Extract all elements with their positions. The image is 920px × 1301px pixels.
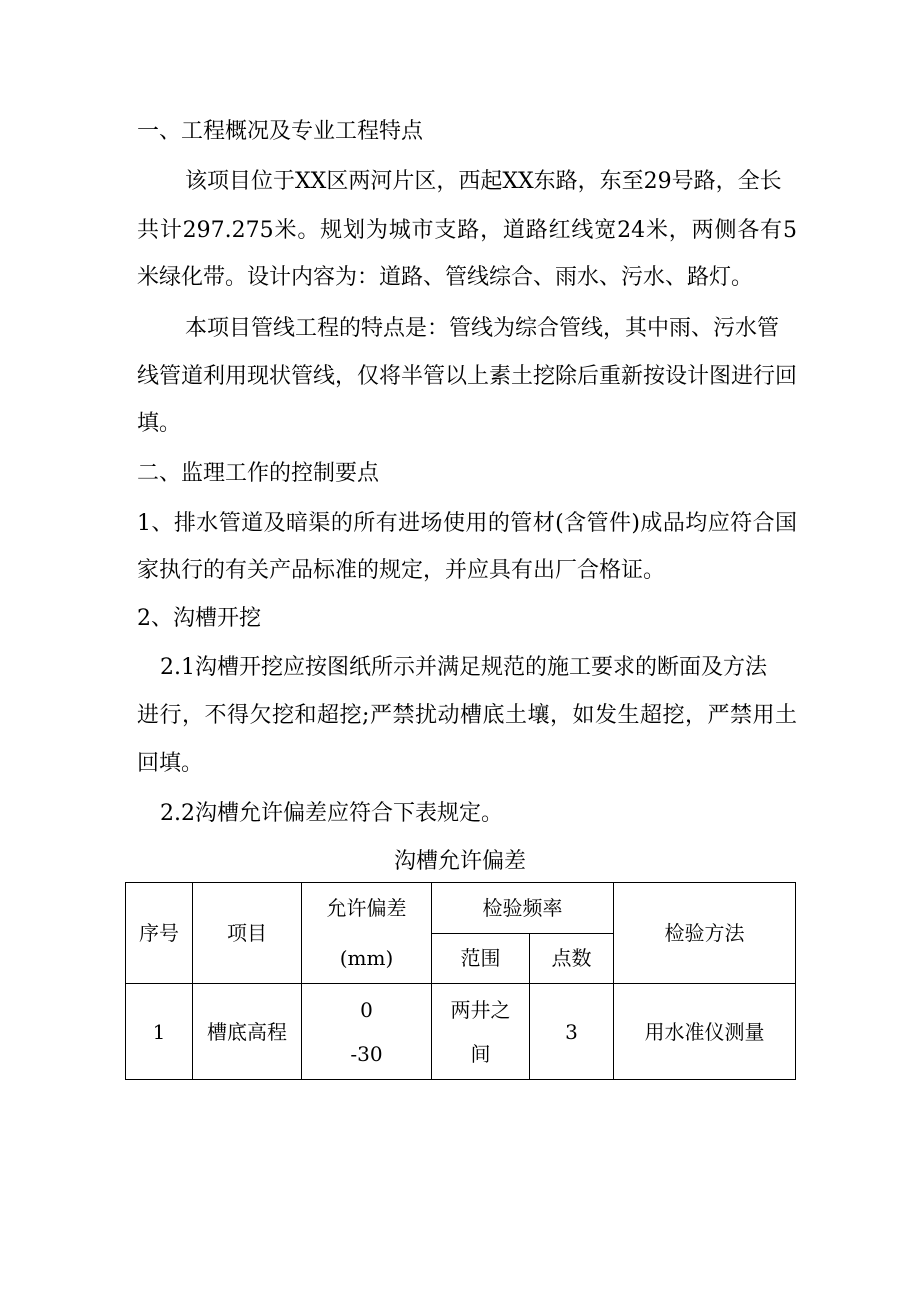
table-row [126, 984, 796, 1080]
overview-para1-line1: 该项目位于XX区两河片区，西起XX东路，东至29号路，全长 [185, 169, 782, 194]
header-tolerance-unit: (mm) [339, 946, 394, 970]
header-no: 序号 [126, 883, 193, 984]
header-item: 项目 [193, 883, 302, 984]
table-title: 沟槽允许偏差 [393, 849, 526, 874]
control-item2-2: 2.2沟槽允许偏差应符合下表规定。 [160, 801, 503, 826]
row-range [432, 984, 530, 1080]
control-item2-1-line3: 回填。 [137, 751, 204, 776]
row-range-line1: 两井之 [450, 997, 511, 1022]
row-points: 3 [530, 984, 614, 1080]
header-method: 检验方法 [614, 883, 796, 984]
overview-para1-line2: 共计297.275米。规划为城市支路，道路红线宽24米，两侧各有5 [137, 218, 797, 243]
header-points: 点数 [530, 933, 614, 984]
row-range-line2: 间 [470, 1041, 491, 1066]
header-frequency: 检验频率 [432, 883, 614, 934]
row-method: 用水准仪测量 [614, 984, 796, 1080]
table-header-row-1 [126, 883, 796, 934]
row-item: 槽底高程 [193, 984, 302, 1080]
header-tolerance [302, 883, 432, 984]
control-item2-1-line1: 2.1沟槽开挖应按图纸所示并满足规范的施工要求的断面及方法 [160, 655, 767, 680]
overview-para2-line3: 填。 [137, 411, 182, 436]
control-item1-line2: 家执行的有关产品标准的规定，并应具有出厂合格证。 [137, 558, 666, 583]
overview-para2-line2: 线管道利用现状管线，仅将半管以上素土挖除后重新按设计图进行回 [137, 364, 798, 389]
tolerance-table [125, 882, 796, 1080]
header-range: 范围 [432, 933, 530, 984]
control-item1-line1: 1、排水管道及暗渠的所有进场使用的管材(含管件)成品均应符合国 [137, 511, 797, 536]
control-item2-heading: 2、沟槽开挖 [137, 606, 261, 631]
row-tolerance-lower: -30 [350, 1041, 383, 1066]
overview-para2-line1: 本项目管线工程的特点是：管线为综合管线，其中雨、污水管 [185, 316, 780, 341]
row-tolerance-upper: 0 [360, 997, 373, 1022]
control-item2-1-line2: 进行，不得欠挖和超挖;严禁扰动槽底土壤，如发生超挖，严禁用土 [137, 703, 797, 728]
overview-para1-line3: 米绿化带。设计内容为：道路、管线综合、雨水、污水、路灯。 [137, 265, 754, 290]
header-tolerance-label: 允许偏差 [326, 896, 407, 920]
section-heading-overview: 一、工程概况及专业工程特点 [137, 119, 424, 144]
section-heading-control: 二、监理工作的控制要点 [137, 461, 380, 486]
row-no: 1 [126, 984, 193, 1080]
row-tolerance [302, 984, 432, 1080]
